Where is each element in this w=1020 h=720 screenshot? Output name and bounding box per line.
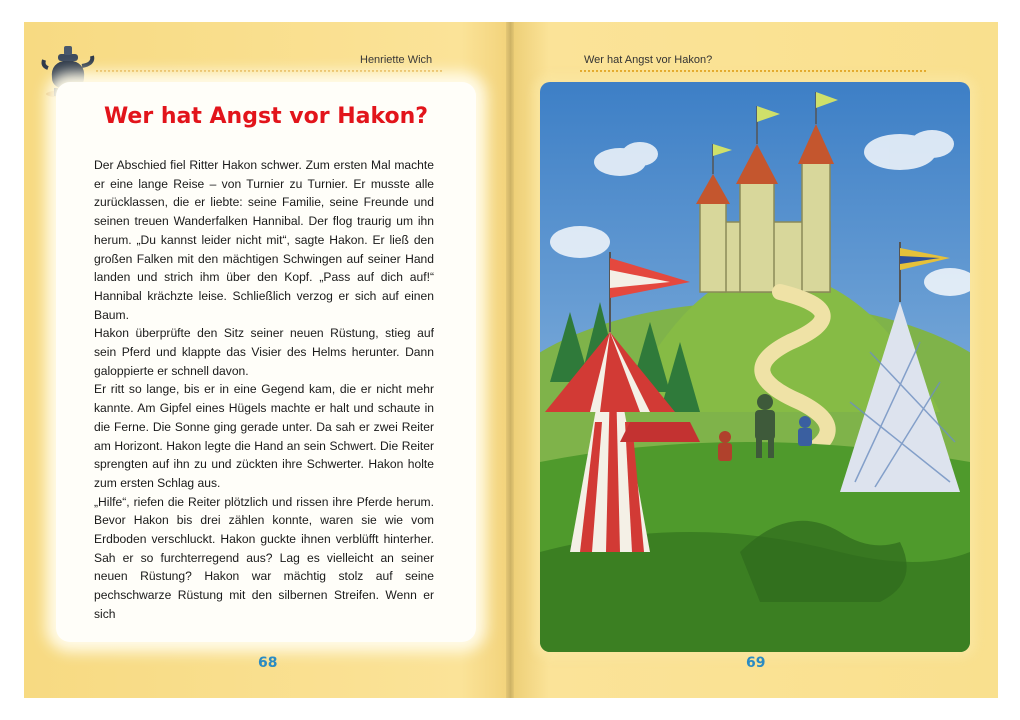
story-body <box>94 156 434 624</box>
story-paragraph: Hakon überprüfte den Sitz seiner neuen Rüstung, stieg auf sein Pferd und klappte das Visier des Helms herunter. Dann galoppierte er schnell davon. <box>94 326 434 378</box>
story-paragraph: Der Abschied fiel Ritter Hakon schwer. Zum ersten Mal machte er eine lange Reise – von Turnier zu Turnier. Er musste alle zurücklassen, die er liebte: seine Familie, seine Freunde und seinen treuen Wanderfalken Hannibal. Der flog traurig um ihn herum. „Du kannst leider nicht mit“, sagte Hakon. Er ließ den großen Falken mit den mächtigen Schwingen auf seiner Hand landen und strich ihm über den Kopf. „Pass auf dich auf!“ Hannibal krächzte leise. Schließlich verzog er sich auf einen Baum. <box>94 158 434 322</box>
book-gutter <box>506 22 514 698</box>
header-dotted-rule <box>96 70 442 72</box>
castle-tournament-illustration <box>540 82 970 652</box>
header-dotted-rule <box>580 70 926 72</box>
story-paragraph: Er ritt so lange, bis er in eine Gegend kam, die er nicht mehr kannte. Am Gipfel eines Hügels machte er halt und schaute in die Ferne. Die Sonne ging gerade unter. Da sah er zwei Reiter am Horizont. Hakon legte die Hand an sein Schwert. Die Reiter sprengten auf ihn zu und zückten ihre Schwerter. Hakon holte zum ersten Schlag aus. <box>94 382 434 490</box>
page-number-left: 68 <box>258 655 278 671</box>
story-paragraph: „Hilfe“, riefen die Reiter plötzlich und rissen ihre Pferde herum. Bevor Hakon bis drei zählen konnte, waren sie wie vom Erdboden verschluckt. Hakon guckte ihnen verblüfft hinterher. Sah er so furchterregend aus? Lag es vielleicht an seiner neuen Rüstung? Hakon war mächtig stolz auf seine pechschwarze Rüstung mit den silbernen Streifen. Wenn er sich <box>94 494 434 621</box>
page-number-right: 69 <box>746 655 766 671</box>
story-panel <box>56 82 476 642</box>
running-head-author: Henriette Wich <box>360 54 433 66</box>
story-title: Wer hat Angst vor Hakon? <box>103 104 429 129</box>
running-head-title: Wer hat Angst vor Hakon? <box>584 54 713 66</box>
